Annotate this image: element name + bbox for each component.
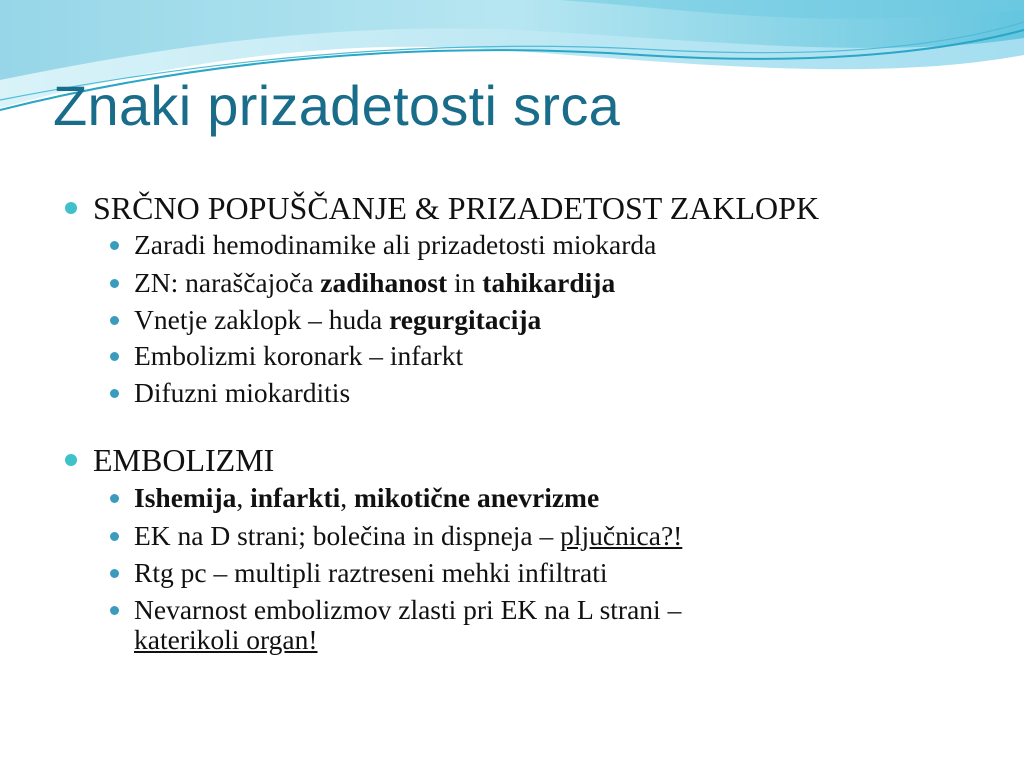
bullet-dot-icon bbox=[110, 279, 119, 288]
bullet-dot-icon bbox=[110, 606, 119, 615]
bullet-dot-icon bbox=[110, 532, 119, 541]
bullet-dot-icon bbox=[65, 202, 77, 214]
underlined-term: pljučnica?! bbox=[560, 520, 683, 551]
section-heading-heart-failure: SRČNO POPUŠČANJE & PRIZADETOST ZAKLOPK bbox=[93, 190, 820, 226]
bullet-dot-icon bbox=[110, 389, 119, 398]
bullet-dot-icon bbox=[110, 241, 119, 250]
list-item: Difuzni miokarditis bbox=[134, 377, 351, 408]
bold-term: regurgitacija bbox=[389, 304, 542, 335]
bullet-dot-icon bbox=[110, 494, 119, 503]
bold-term: zadihanost bbox=[320, 267, 448, 298]
underlined-term: katerikoli organ! bbox=[134, 624, 318, 655]
bold-term: mikotične anevrizme bbox=[354, 482, 600, 513]
list-item: EK na D strani; bolečina in dispneja – pljučnica?! bbox=[134, 520, 683, 551]
slide-title: Znaki prizadetosti srca bbox=[53, 74, 621, 137]
list-item: Nevarnost embolizmov zlasti pri EK na L strani – bbox=[134, 594, 682, 625]
list-item: Ishemija, infarkti, mikotične anevrizme bbox=[134, 482, 600, 513]
list-item: Embolizmi koronark – infarkt bbox=[134, 340, 464, 371]
section-heading-embolisms: EMBOLIZMI bbox=[93, 442, 275, 478]
list-item-continuation bbox=[134, 623, 318, 657]
bullet-dot-icon bbox=[110, 569, 119, 578]
list-item: Zaradi hemodinamike ali prizadetosti miokarda bbox=[134, 229, 657, 260]
list-item: Vnetje zaklopk – huda regurgitacija bbox=[134, 304, 542, 335]
list-item: ZN: naraščajoča zadihanost in tahikardija bbox=[134, 267, 616, 298]
bullet-dot-icon bbox=[110, 316, 119, 325]
bold-term: infarkti bbox=[250, 482, 341, 513]
bullet-dot-icon bbox=[65, 454, 77, 466]
bold-term: tahikardija bbox=[482, 267, 616, 298]
bullet-dot-icon bbox=[110, 352, 119, 361]
bold-term: Ishemija bbox=[134, 482, 237, 513]
list-item: Rtg pc – multipli raztreseni mehki infiltrati bbox=[134, 557, 608, 588]
